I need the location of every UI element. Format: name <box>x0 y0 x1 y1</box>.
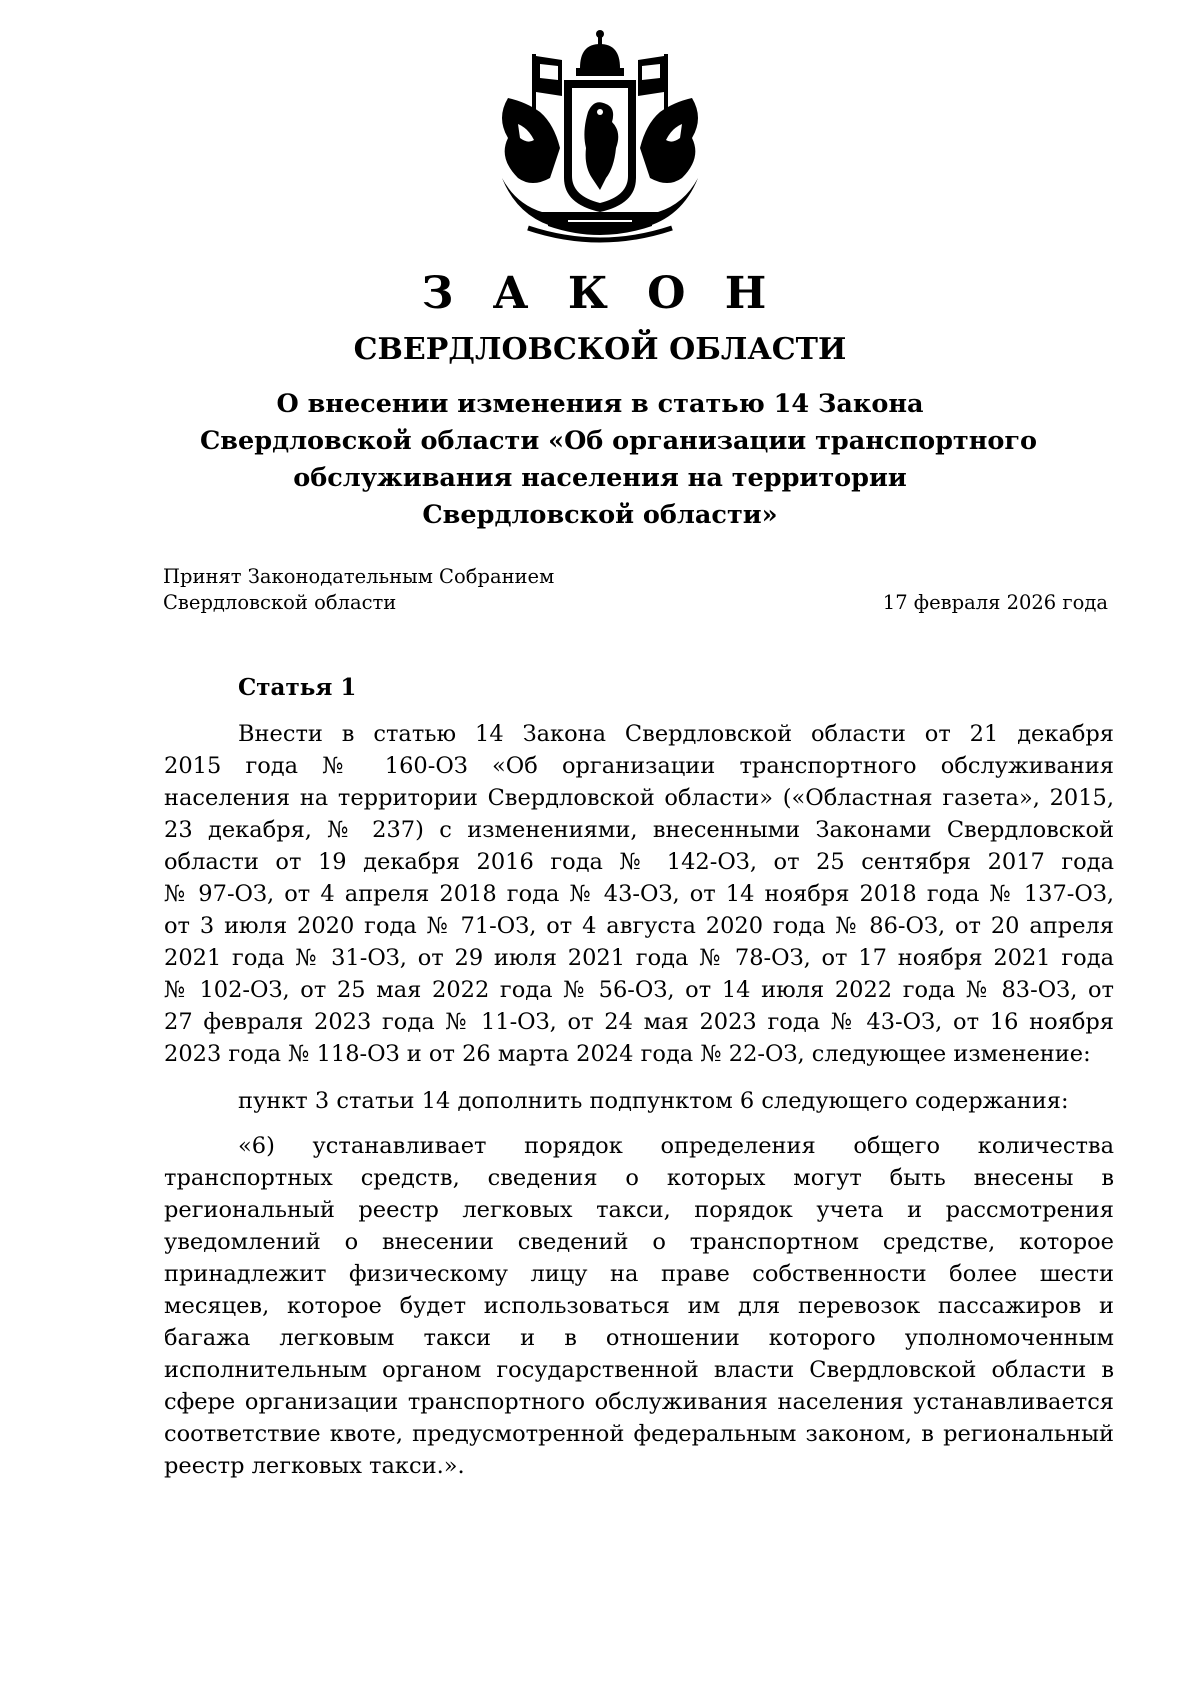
paragraph-line: № 102-ОЗ, от 25 мая 2022 года № 56-ОЗ, от 14 июля 2022 года № 83-ОЗ, от <box>164 977 1114 1003</box>
paragraph-line: принадлежит физическому лицу на праве собственности более шести <box>164 1261 1114 1287</box>
paragraph-line: 2023 года № 118-ОЗ и от 26 марта 2024 года № 22-ОЗ, следующее изменение: <box>164 1041 1091 1067</box>
paragraph-line: соответствие квоте, предусмотренной федеральным законом, в региональный <box>164 1421 1114 1447</box>
paragraph-line: реестр легковых такси.». <box>164 1453 465 1479</box>
article-heading: Статья 1 <box>238 674 357 701</box>
paragraph-line: Внести в статью 14 Закона Свердловской области от 21 декабря <box>238 721 1114 747</box>
paragraph-line: 23 декабря, № 237) с изменениями, внесенными Законами Свердловской <box>164 817 1114 843</box>
law-title-line: О внесении изменения в статью 14 Закона <box>276 389 924 419</box>
adoption-line: Свердловской области <box>163 591 397 614</box>
adoption-line: Принят Законодательным Собранием <box>163 565 555 588</box>
paragraph-line: пункт 3 статьи 14 дополнить подпунктом 6 следующего содержания: <box>238 1088 1069 1114</box>
paragraph-line: 2015 года № 160-ОЗ «Об организации транспортного обслуживания <box>164 753 1114 779</box>
paragraph-line: населения на территории Свердловской области» («Областная газета», 2015, <box>164 785 1114 811</box>
paragraph-line: области от 19 декабря 2016 года № 142-ОЗ, от 25 сентября 2017 года <box>164 849 1114 875</box>
coat-of-arms-icon <box>488 28 712 250</box>
article-paragraph-3 <box>164 1130 1114 1482</box>
paragraph-line: № 97-ОЗ, от 4 апреля 2018 года № 43-ОЗ, от 14 ноября 2018 года № 137-ОЗ, <box>164 881 1114 907</box>
paragraph-line: 2021 года № 31-ОЗ, от 29 июля 2021 года № 78-ОЗ, от 17 ноября 2021 года <box>164 945 1114 971</box>
law-title-line: Свердловской области» <box>422 500 778 530</box>
paragraph-line: региональный реестр легковых такси, порядок учета и рассмотрения <box>164 1197 1114 1223</box>
paragraph-line: уведомлений о внесении сведений о транспортном средстве, которое <box>164 1229 1114 1255</box>
document-type-title: З А К О Н <box>421 268 779 319</box>
paragraph-line: транспортных средств, сведения о которых могут быть внесены в <box>164 1165 1114 1191</box>
paragraph-line: «6) устанавливает порядок определения общего количества <box>238 1133 1114 1159</box>
paragraph-line: от 3 июля 2020 года № 71-ОЗ, от 4 августа 2020 года № 86-ОЗ, от 20 апреля <box>164 913 1114 939</box>
paragraph-line: 27 февраля 2023 года № 11-ОЗ, от 24 мая 2023 года № 43-ОЗ, от 16 ноября <box>164 1009 1114 1035</box>
law-title-line: обслуживания населения на территории <box>293 463 907 493</box>
law-title-line: Свердловской области «Об организации транспортного <box>200 426 1038 456</box>
region-title: СВЕРДЛОВСКОЙ ОБЛАСТИ <box>353 332 847 367</box>
paragraph-line: сфере организации транспортного обслуживания населения устанавливается <box>164 1389 1114 1415</box>
paragraph-line: багажа легковым такси и в отношении которого уполномоченным <box>164 1325 1114 1351</box>
adoption-date: 17 февраля 2026 года <box>882 591 1108 614</box>
paragraph-line: исполнительным органом государственной власти Свердловской области в <box>164 1357 1114 1383</box>
law-title <box>200 386 1038 534</box>
article-paragraph-1 <box>164 718 1114 1070</box>
article-paragraph-2 <box>164 1085 1114 1117</box>
paragraph-line: месяцев, которое будет использоваться им для перевозок пассажиров и <box>164 1293 1114 1319</box>
